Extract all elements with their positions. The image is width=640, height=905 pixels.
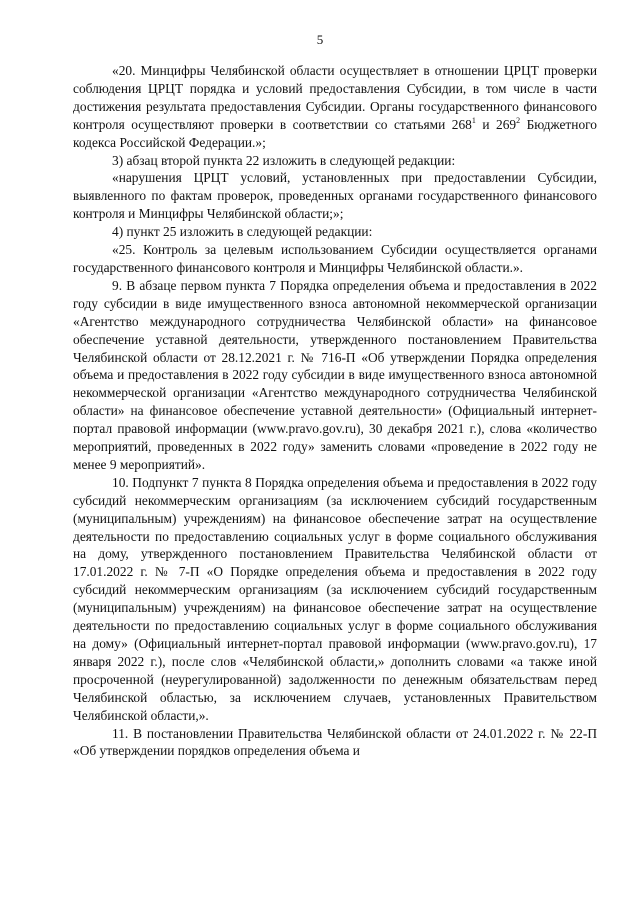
paragraph-section-10: 10. Подпункт 7 пункта 8 Порядка определения объема и предоставления в 2022 году субсидий некоммерческим организациям (за исключением субсидий государственным (муниципальным) учреждениям) на финансовое обеспечение затрат на осуществление деятельности по предоставлению социальных услуг в форме социального обслуживания на дому, утвержденного постановлением Правительства Челябинской области от 17.01.2022 г. № 7-П «О Порядке определения объема и предоставления в 2022 году субсидий некоммерческим организациям (за исключением субсидий государственным (муниципальным) учреждениям) на финансовое обеспечение затрат на осуществление деятельности по предоставлению социальных услуг в форме социального обслуживания на дому» (Официальный интернет-портал правовой информации (www.pravo.gov.ru), 17 января 2022 г.), после слов «Челябинской области,» дополнить словами «а также иной просроченной (неурегулированной) задолженности по денежным обязательствам перед Челябинской областью, за исключением случаев, установленных Правительством Челябинской области,». [73,474,597,723]
clause-20-text-middle: и 269 [475,116,517,132]
page-number: 5 [316,32,324,47]
paragraph-item-3: 3) абзац второй пункта 22 изложить в следующей редакции: [112,152,456,168]
paragraph-clause-25: «25. Контроль за целевым использованием Субсидии осуществляется органами государственного финансового контроля и Минцифры Челябинской области.». [73,242,597,275]
paragraph-section-9: 9. В абзаце первом пункта 7 Порядка определения объема и предоставления в 2022 году субсидии в виде имущественного взноса автономной некоммерческой организации «Агентство международного сотрудничества Челябинской области» на финансовое обеспечение уставной деятельности, утвержденного постановлением Правительства Челябинской области от 28.12.2021 г. № 716-П «Об утверждении Порядка определения объема и предоставления в 2022 году субсидии в виде имущественного взноса автономной некоммерческой организации «Агентство международного сотрудничества Челябинской области» на финансовое обеспечение уставной деятельности» (Официальный интернет-портал правовой информации (www.pravo.gov.ru), 30 декабря 2021 г.), слова «количество мероприятий, проведенных в 2022 году» заменить словами «проведение в 2022 году не менее 9 мероприятий». [73,277,597,472]
paragraph-violation-quote: «нарушения ЦРЦТ условий, установленных при предоставлении Субсидии, выявленного по фактам проверок, проведенных органами государственного финансового контроля и Минцифры Челябинской области;»; [73,170,597,222]
article-superscript-1: 1 [471,115,476,125]
clause-20-text-end: Бюджетного кодекса Российской Федерации.»; [73,116,597,150]
paragraph-item-4: 4) пункт 25 изложить в следующей редакции: [112,224,373,240]
document-body [73,62,597,760]
paragraph-clause-20 [73,62,597,152]
clause-20-text-start: «20. Минцифры Челябинской области осуществляет в отношении ЦРЦТ проверки соблюдения ЦРЦТ порядка и условий предоставления Субсидии, в том числе в части достижения результата предоставления Субсидии. Органы государственного финансового контроля осуществляют проверки в соответствии со статьями 268 [73,63,597,132]
article-superscript-2: 2 [516,115,521,125]
paragraph-section-11: 11. В постановлении Правительства Челябинской области от 24.01.2022 г. № 22-П «Об утверждении порядков определения объема и [73,725,597,759]
